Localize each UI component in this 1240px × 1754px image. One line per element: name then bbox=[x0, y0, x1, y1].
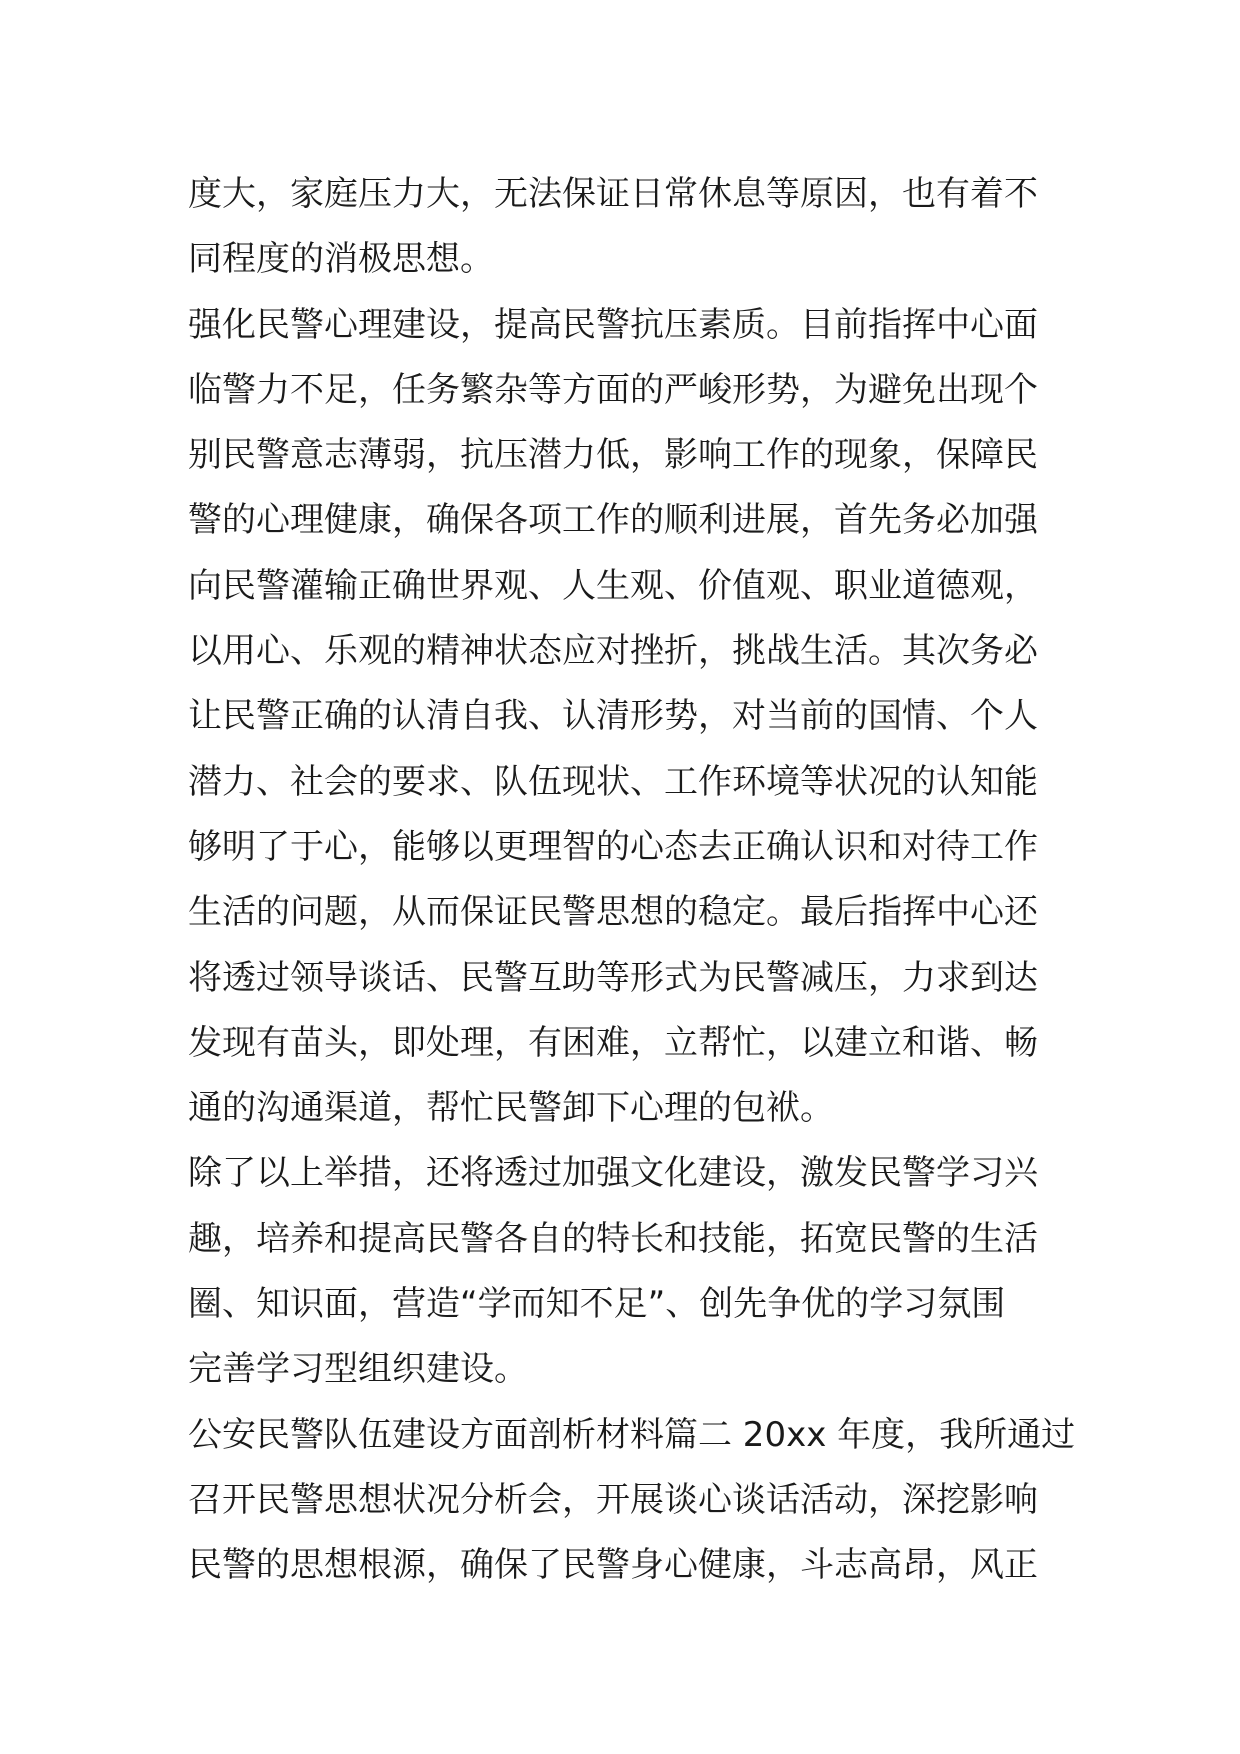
text-line: 够明了于心，能够以更理智的心态去正确认识和对待工作 bbox=[188, 826, 1038, 867]
text-line: 通的沟通渠道，帮忙民警卸下心理的包袱。 bbox=[188, 1088, 834, 1129]
text-line: 完善学习型组织建设。 bbox=[188, 1349, 528, 1390]
text-line: 民警的思想根源，确保了民警身心健康，斗志高昂，风正 bbox=[188, 1545, 1038, 1586]
text-line: 除了以上举措，还将透过加强文化建设，激发民警学习兴 bbox=[188, 1153, 1038, 1194]
text-line: 别民警意志薄弱，抗压潜力低，影响工作的现象，保障民 bbox=[188, 435, 1038, 476]
text-line: 以用心、乐观的精神状态应对挫折，挑战生活。其次务必 bbox=[188, 631, 1038, 672]
text-line: 公安民警队伍建设方面剖析材料篇二 20xx 年度，我所通过 bbox=[188, 1414, 1076, 1455]
text-line: 让民警正确的认清自我、认清形势，对当前的国情、个人 bbox=[188, 696, 1038, 737]
text-line: 向民警灌输正确世界观、人生观、价值观、职业道德观， bbox=[188, 565, 1038, 606]
text-line: 生活的问题，从而保证民警思想的稳定。最后指挥中心还 bbox=[188, 892, 1038, 933]
text-line: 强化民警心理建设，提高民警抗压素质。目前指挥中心面 bbox=[188, 304, 1038, 345]
text-line: 将透过领导谈话、民警互助等形式为民警减压，力求到达 bbox=[188, 957, 1038, 998]
text-line: 圈、知识面，营造“学而知不足”、创先争优的学习氛围 bbox=[188, 1284, 1006, 1325]
text-line: 临警力不足，任务繁杂等方面的严峻形势，为避免出现个 bbox=[188, 369, 1038, 410]
text-line: 召开民警思想状况分析会，开展谈心谈话活动，深挖影响 bbox=[188, 1479, 1038, 1520]
document-body bbox=[188, 162, 1076, 1599]
text-line: 度大，家庭压力大，无法保证日常休息等原因，也有着不 bbox=[188, 174, 1038, 214]
text-line: 趣，培养和提高民警各自的特长和技能，拓宽民警的生活 bbox=[188, 1218, 1038, 1259]
text-line: 发现有苗头，即处理，有困难，立帮忙，以建立和谐、畅 bbox=[188, 1022, 1038, 1063]
text-line: 同程度的消极思想。 bbox=[188, 239, 494, 280]
text-line: 警的心理健康，确保各项工作的顺利进展，首先务必加强 bbox=[188, 500, 1038, 541]
text-line: 潜力、社会的要求、队伍现状、工作环境等状况的认知能 bbox=[188, 761, 1038, 802]
